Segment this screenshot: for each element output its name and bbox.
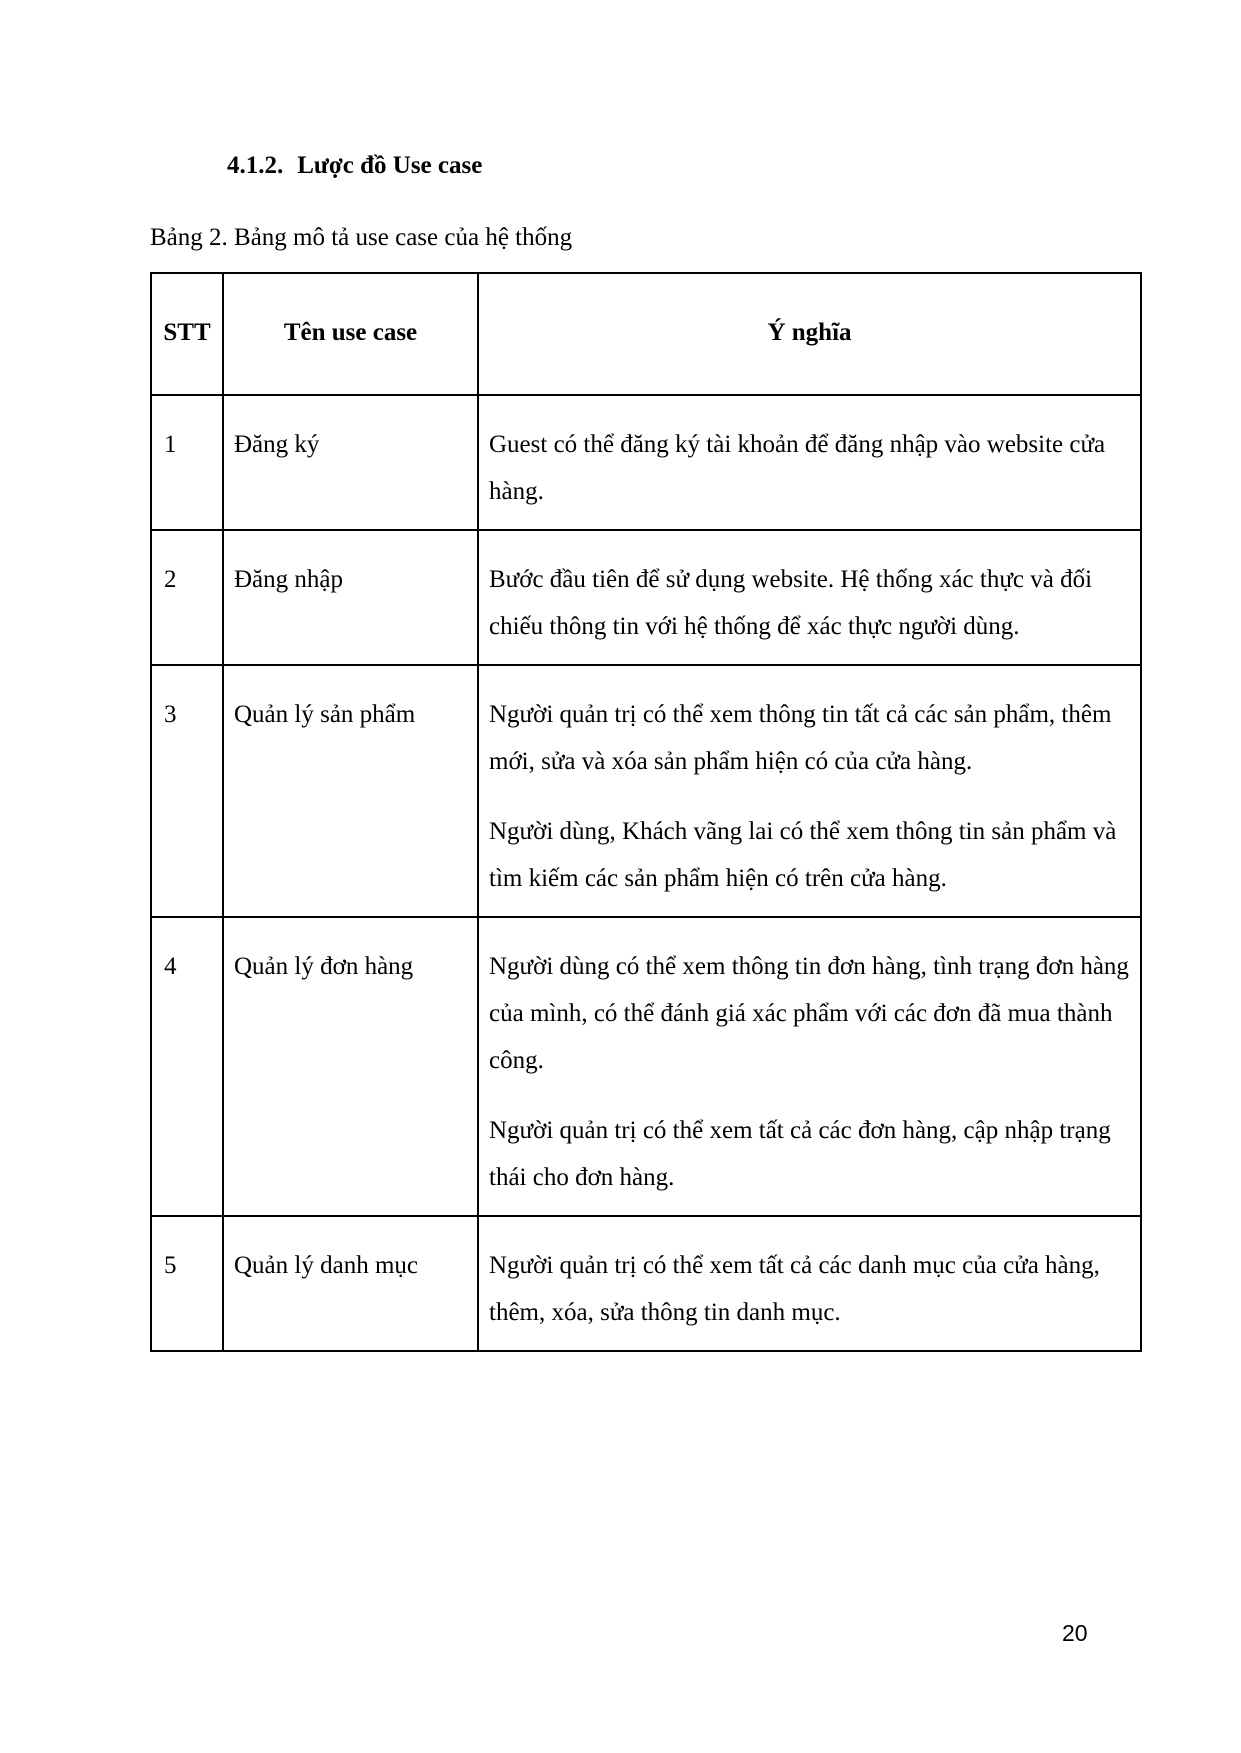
row-use-case-name: Quản lý danh mục: [223, 1216, 478, 1351]
row-use-case-name: Quản lý đơn hàng: [223, 917, 478, 1216]
table-header-row: [151, 273, 1141, 395]
table-row: [151, 665, 1141, 917]
row-use-case-name: Đăng nhập: [223, 530, 478, 665]
row-stt: 5: [151, 1216, 223, 1351]
table-row: [151, 1216, 1141, 1351]
meaning-paragraph: Người quản trị có thể xem thông tin tất cả các sản phẩm, thêm mới, sửa và xóa sản phẩm hiện có của cửa hàng.: [489, 701, 1112, 775]
row-meaning: [478, 395, 1141, 530]
row-use-case-name: Đăng ký: [223, 395, 478, 530]
header-stt: STT: [151, 273, 223, 395]
use-case-table: [150, 272, 1142, 1352]
table-row: [151, 917, 1141, 1216]
row-use-case-name: Quản lý sản phẩm: [223, 665, 478, 917]
row-stt: 1: [151, 395, 223, 530]
meaning-paragraph: Người dùng, Khách vãng lai có thể xem thông tin sản phẩm và tìm kiếm các sản phẩm hiện có trên cửa hàng.: [489, 818, 1117, 892]
section-title: Lược đồ Use case: [297, 152, 483, 179]
section-number: 4.1.2.: [227, 152, 284, 179]
meaning-paragraph: Người quản trị có thể xem tất cả các danh mục của cửa hàng, thêm, xóa, sửa thông tin danh mục.: [489, 1252, 1100, 1326]
page-number: 20: [1062, 1620, 1088, 1646]
section-heading: [227, 148, 482, 184]
row-meaning: [478, 1216, 1141, 1351]
row-meaning: [478, 665, 1141, 917]
table-row: [151, 530, 1141, 665]
row-meaning: [478, 530, 1141, 665]
meaning-paragraph: Người quản trị có thể xem tất cả các đơn hàng, cập nhập trạng thái cho đơn hàng.: [489, 1117, 1111, 1191]
row-stt: 4: [151, 917, 223, 1216]
header-meaning: Ý nghĩa: [478, 273, 1141, 395]
table-row: [151, 395, 1141, 530]
row-stt: 3: [151, 665, 223, 917]
meaning-paragraph: Người dùng có thể xem thông tin đơn hàng, tình trạng đơn hàng của mình, có thể đánh giá xác phẩm với các đơn đã mua thành công.: [489, 953, 1129, 1074]
row-meaning: [478, 917, 1141, 1216]
row-stt: 2: [151, 530, 223, 665]
meaning-paragraph: Guest có thể đăng ký tài khoản để đăng nhập vào website cửa hàng.: [489, 431, 1106, 505]
table-caption: Bảng 2. Bảng mô tả use case của hệ thống: [150, 224, 573, 251]
header-use-case-name: Tên use case: [223, 273, 478, 395]
meaning-paragraph: Bước đầu tiên để sử dụng website. Hệ thống xác thực và đối chiếu thông tin với hệ thống để xác thực người dùng.: [489, 566, 1093, 640]
